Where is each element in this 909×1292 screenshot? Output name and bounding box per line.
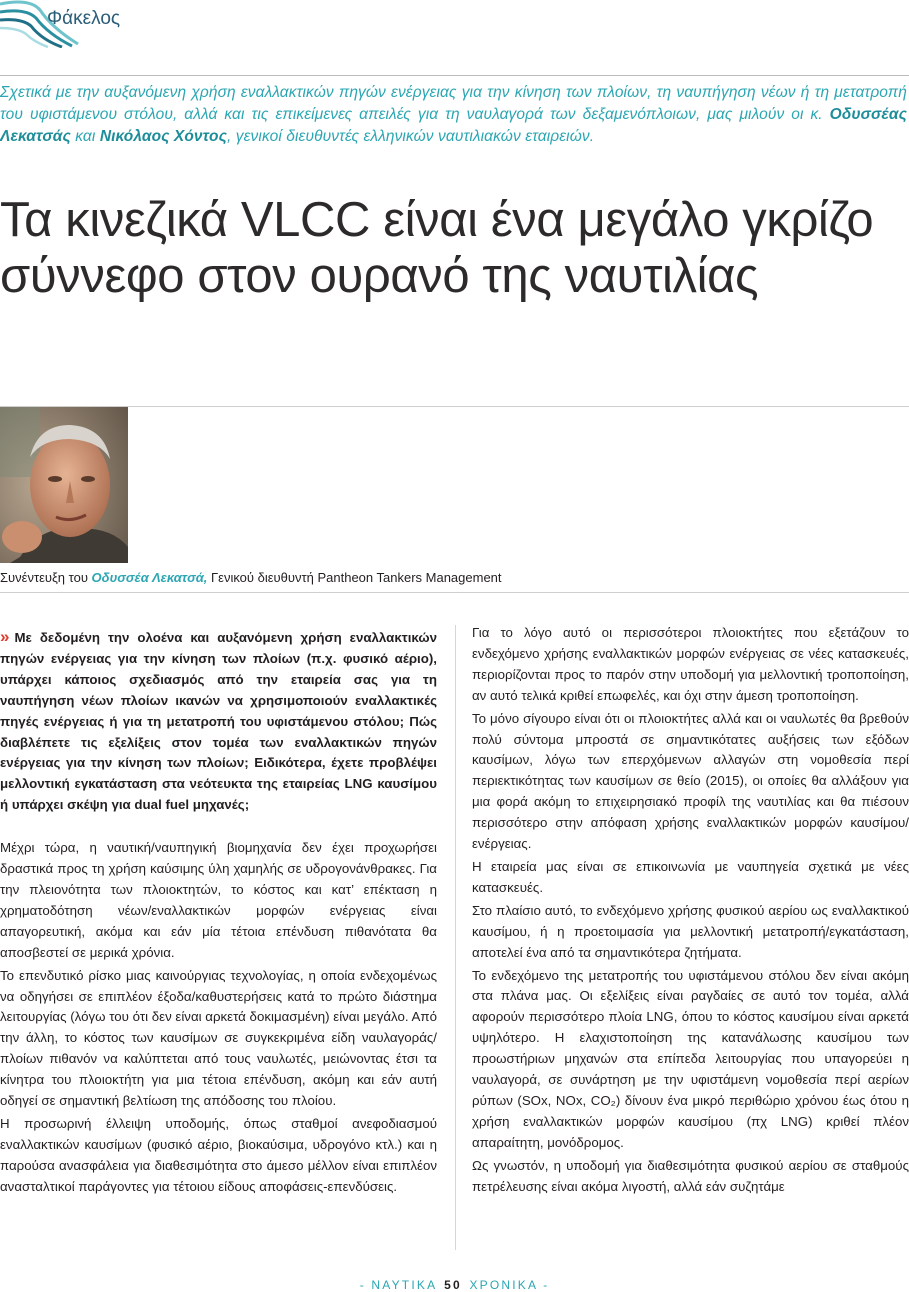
intro-text-2: και [70,128,100,146]
footer-left: - ΝΑΥΤΙΚΑ [359,1278,437,1292]
intro-text-1: Σχετικά με την αυξανόμενη χρήση εναλλακτικών πηγών ενέργειας για την κίνηση των πλοίων, τη ναυπήγηση νέων ή τη μετατροπή του υφιστάμενου στόλου, αλλά και τις επικείμενες απειλές για τη ναυλαγορά των δεξαμενόπλοιων, μας μιλούν οι κ. [0,84,907,124]
article-headline: Τα κινεζικά VLCC είναι ένα μεγάλο γκρίζο σύννεφο στον ουρανό της ναυτιλίας [0,193,874,303]
answer-paragraph: Στο πλαίσιο αυτό, το ενδεχόμενο χρήσης φυσικού αερίου ως εναλλακτικού καυσίμου, ή η προετοιμασία για μελλοντική μετατροπή/εγκατάσταση, αποτελεί ένα από τα σημαντικότερα ζητήματα. [472,902,909,960]
caption-suffix: Γενικού διευθυντή Pantheon Tankers Management [207,570,502,585]
answer-paragraph: Η προσωρινή έλλειψη υποδομής, όπως σταθμοί ανεφοδιασμού εναλλακτικών καυσίμων (φυσικό αέριο, βιοκαύσιμα, υδρογόνο κτλ.) και η παρούσα ανασφάλεια για διαθεσιμότητα στο άμεσο μέλλον είναι επιπλέον ανασταλτικοί παράγοντες για τέτοιου είδους αποφάσεις-επενδύσεις. [0,1115,437,1194]
answer-paragraph: Το επενδυτικό ρίσκο μιας καινούργιας τεχνολογίας, η οποία ενδεχομένως να οδηγήσει σε επιπλέον έξοδα/καθυστερήσεις κατά το πρώτο διάστημα λειτουργίας (λόγω του ότι δεν είναι αρκετά δοκιμασμένη) είναι μεγάλο. Από την άλλη, το κόστος των καυσίμων σε συγκεκριμένα είδη ναυλαγοράς/πλοίων πιθανόν να καλύπτεται από τους ναυλωτές, μειώνοντας έτσι τα κίνητρα του πλοιοκτήτη για μια τέτοια επένδυση, ακόμη και εάν αυτή οδηγεί σε σημαντική βελτίωση της απόδοσης του πλοίου. [0,967,437,1109]
header-divider [0,75,909,76]
photo-caption [0,570,502,585]
answer-paragraph: Ως γνωστόν, η υποδομή για διαθεσιμότητα φυσικού αερίου σε σταθμούς πετρέλευσης είναι ακόμα λιγοστή, αλλά εάν συζητάμε [472,1157,909,1194]
answer-paragraph: Για το λόγο αυτό οι περισσότεροι πλοιοκτήτες που εξετάζουν το ενδεχόμενο χρήσης εναλλακτικών μορφών ενέργειας σε νέες κατασκευές, περιορίζονται προς το παρόν στην υποδομή για μελλοντική τροποποίηση, αν αυτό τελικά κριθεί επωφελές, και όχι στην άμεση τροποποίηση. [472,625,909,703]
section-label: Φάκελος [47,8,121,29]
caption-prefix: Συνέντευξη του [0,570,92,585]
answer-paragraph: Η εταιρεία μας είναι σε επικοινωνία με ναυπηγεία σχετικά με νέες κατασκευές. [472,858,909,895]
intro-name-2: Νικόλαος Χόντος [99,128,227,146]
question-text: Με δεδομένη την ολοένα και αυξανόμενη χρήση εναλλακτικών πηγών ενέργειας για την κίνηση των πλοίων (π.χ. φυσικό αέριο), υπάρχει κάποιος σχεδιασμός από την εταιρεία σας για τη ναυπήγηση νέων πλοίων ικανών να χρησιμοποιούν εναλλακτικές πηγές ενέργειας ή για τη μετατροπή του υφιστάμενου στόλου; Πώς διαβλέπετε τις εξελίξεις στον τομέα των εναλλακτικών πηγών ενέργειας για την κίνηση των πλοίων; Ειδικότερα, έχετε προβλέψει μελλοντική εγκατάσταση στα νεότευκτα της εταιρείας LNG καυσίμου ή υπάρχει σκέψη για dual fuel μηχανές; [0,630,437,813]
photo-top-divider [0,406,909,407]
caption-name: Οδυσσέα Λεκατσά, [91,570,208,585]
page-footer [0,1278,909,1292]
column-divider [455,625,456,1250]
right-column [472,623,909,1199]
interview-question [0,627,437,816]
left-column [0,627,437,1200]
intro-name-1: Οδυσσέας Λεκατσάς [0,106,907,146]
intro-standfirst [0,82,907,149]
interviewee-portrait [0,407,128,563]
answer-paragraph: Το ενδεχόμενο της μετατροπής του υφιστάμενου στόλου δεν είναι ακόμη στα πλάνα μας. Οι εξελίξεις είναι ραγδαίες σε αυτό τον τομέα, αλλά αφορούν περισσότερο πλοία LNG, όπου το κόστος καυσίμου είναι αρκετά υψηλότερο. Η ελαχιστοποίηση της κατανάλωσης καυσίμου των προωστήριων μηχανών στα επίπεδα λειτουργίας που υπαγορεύει η ναυλαγορά, σε συνάρτηση με την υφιστάμενη νομοθεσία περί αερίων ρύπων (SOx, NOx, CO₂) δίνουν ένα μικρό περιθώριο χρόνου έως ότου η χρήση εναλλακτικών μορφών καυσίμου (πχ LNG) κριθεί πλέον απαραίτητη, μονόδρομος. [472,967,909,1150]
quote-marker-icon: » [0,627,10,646]
answer-paragraph: Μέχρι τώρα, η ναυτική/ναυπηγική βιομηχανία δεν έχει προχωρήσει δραστικά προς τη χρήση καύσιμης ύλη χαμηλής σε υδρογονάνθρακες. Για την πλειονότητα των πλοιοκτητών, το κόστος και κατ’ επέκταση η χρηματοδότηση νέων/εναλλακτικών μορφών ενέργειας είναι απαγορευτική, ακόμα και εάν μία τέτοια επένδυση πιθανότατα θα αποσβεστεί σε μερικά χρόνια. [0,840,437,960]
page-number: 50 [444,1278,462,1292]
caption-divider [0,592,909,593]
intro-text-3: , γενικοί διευθυντές ελληνικών ναυτιλιακών εταιρειών. [226,128,595,146]
footer-right: ΧΡΟΝΙΚΑ - [469,1278,550,1292]
answer-paragraph: Το μόνο σίγουρο είναι ότι οι πλοιοκτήτες αλλά και οι ναυλωτές θα βρεθούν πολύ σύντομα μπροστά σε σημαντικότατες αυξήσεις των εξόδων καυσίμων, λόγω των επερχόμενων αλλαγών στη νομοθεσία περί περιεκτικότητας των καυσίμων σε θείο (2015), οι οποίες θα αλλάξουν για μια φορά ακόμη το επιχειρησιακό προφίλ της ναυτιλίας και θα πιέσουν περισσότερο στην απόφαση χρήσης εναλλακτικών μορφών καυσίμου/ενέργειας. [472,710,909,852]
